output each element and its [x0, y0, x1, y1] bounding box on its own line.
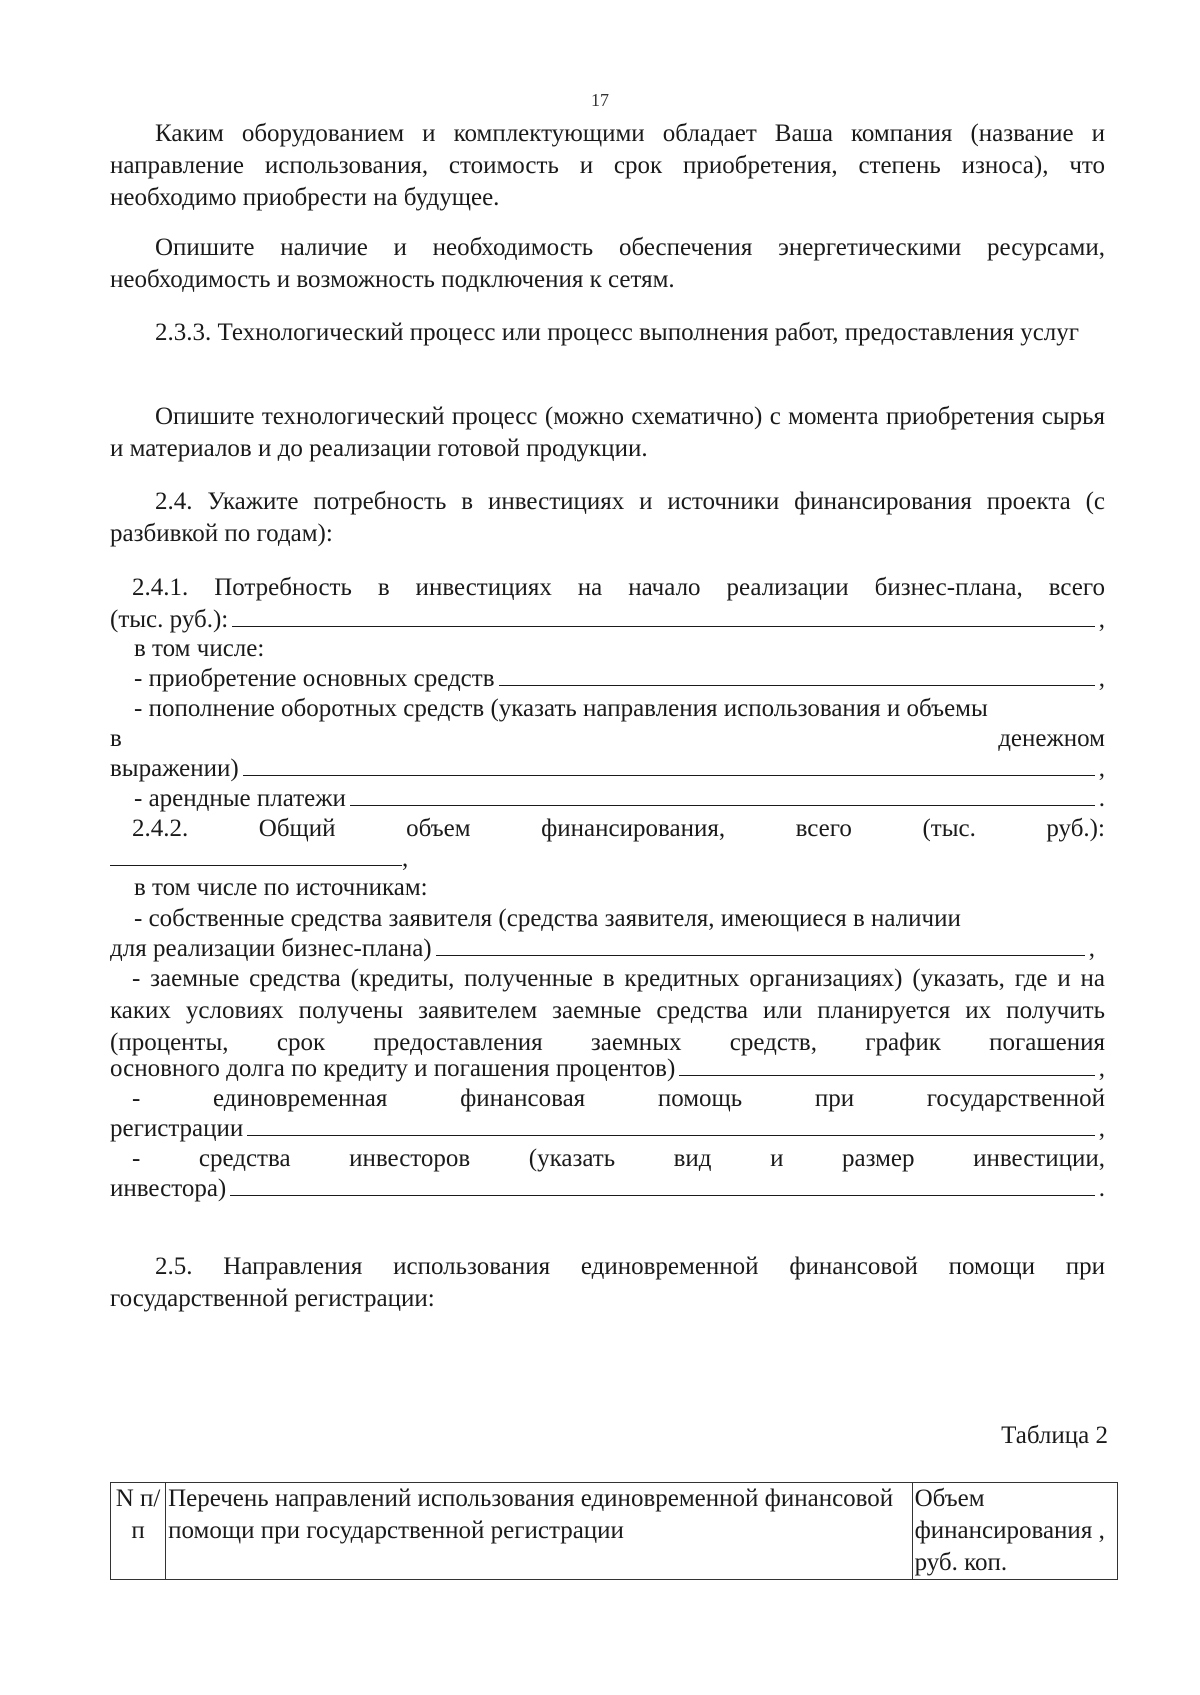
- comma: ,: [1098, 1055, 1105, 1082]
- loans-label: основного долга по кредиту и погашения процентов): [110, 1055, 676, 1082]
- word: финансирования,: [541, 815, 726, 842]
- working-capital-row: [110, 753, 1105, 785]
- section-2-4-2-line1: [132, 813, 1105, 845]
- fixed-assets-label: - приобретение основных средств: [134, 665, 495, 692]
- paragraph-energy: Опишите наличие и необходимость обеспечения энергетическими ресурсами, необходимость и возможность подключения к сетям.: [110, 234, 1105, 293]
- comma: ,: [1098, 606, 1105, 633]
- header-directions: Перечень направлений использования единовременной финансовой помощи при государственной регистрации: [166, 1483, 912, 1580]
- loans-text: - заемные средства (кредиты, полученные в кредитных организациях) (указать, где и на каких условиях получены заявителем заемные средства или планируется их получить (проценты, срок предоставления заемных средств, график погашения: [110, 965, 1105, 1056]
- working-capital-line2: [110, 723, 1105, 755]
- table-header-row: [111, 1483, 1118, 1580]
- grant-blank[interactable]: [247, 1113, 1094, 1136]
- section-2-4-1-total-row: [110, 604, 1105, 636]
- word: размер: [841, 1145, 915, 1172]
- working-capital-label: выражении): [110, 755, 239, 782]
- period: .: [1098, 1175, 1105, 1202]
- word-v: в: [110, 725, 122, 752]
- header-amount: Объем финансирования , руб. коп.: [912, 1483, 1117, 1580]
- word: инвестиции,: [973, 1145, 1105, 1172]
- comma: ,: [1098, 755, 1105, 782]
- grant-label: регистрации: [110, 1115, 244, 1142]
- word: 2.4.2.: [132, 815, 189, 842]
- total-financing-row: [110, 843, 408, 875]
- investors-blank[interactable]: [230, 1173, 1095, 1196]
- word: вид: [673, 1145, 712, 1172]
- word: инвесторов: [349, 1145, 471, 1172]
- own-funds-line1: - собственные средства заявителя (средства заявителя, имеющиеся в наличии: [134, 905, 961, 932]
- page-number: 17: [591, 90, 609, 110]
- total-label: (тыс. руб.):: [110, 606, 229, 633]
- investors-line1: [132, 1143, 1105, 1175]
- total-investment-blank[interactable]: [232, 604, 1095, 627]
- total-financing-blank[interactable]: [110, 843, 402, 866]
- comma: ,: [402, 845, 409, 872]
- comma: ,: [1098, 665, 1105, 692]
- loans-blank[interactable]: [679, 1053, 1094, 1076]
- word: -: [132, 1145, 141, 1172]
- table-2: [110, 1482, 1118, 1580]
- own-funds-row: [110, 933, 1095, 965]
- word: единовременная: [212, 1085, 388, 1112]
- word-denezhnom: денежном: [998, 725, 1105, 752]
- rent-blank[interactable]: [350, 783, 1095, 806]
- word: государственной: [926, 1085, 1105, 1112]
- section-2-4-1-line1: 2.4.1. Потребность в инвестициях на начало реализации бизнес-плана, всего: [132, 574, 1105, 601]
- word: -: [132, 1085, 141, 1112]
- word: и: [770, 1145, 784, 1172]
- word: (тыс.: [922, 815, 976, 842]
- heading-2-3-3: 2.3.3. Технологический процесс или процесс выполнения работ, предоставления услуг: [155, 319, 1080, 346]
- word: Общий: [258, 815, 336, 842]
- table-caption: Таблица 2: [1001, 1422, 1108, 1449]
- word: всего: [795, 815, 852, 842]
- period: .: [1098, 785, 1105, 812]
- word: средства: [198, 1145, 291, 1172]
- grant-line1: [132, 1083, 1105, 1115]
- loans-row: [110, 1053, 1105, 1085]
- word: объем: [406, 815, 471, 842]
- paragraph-equipment: Каким оборудованием и комплектующими обладает Ваша компания (название и направление использования, стоимость и срок приобретения, степень износа), что необходимо приобрести на будущее.: [110, 120, 1105, 211]
- rent-label: - арендные платежи: [134, 785, 346, 812]
- including-label: в том числе:: [134, 635, 265, 662]
- working-capital-line1: - пополнение оборотных средств (указать направления использования и объемы: [134, 695, 988, 722]
- rent-row: [134, 783, 1105, 815]
- heading-2-4: 2.4. Укажите потребность в инвестициях и источники финансирования проекта (с разбивкой по годам):: [110, 488, 1105, 547]
- own-funds-blank[interactable]: [436, 933, 1085, 956]
- own-funds-label: для реализации бизнес-плана): [110, 935, 432, 962]
- investors-row: [110, 1173, 1105, 1205]
- word: помощь: [657, 1085, 743, 1112]
- working-capital-blank[interactable]: [243, 753, 1095, 776]
- investors-label: инвестора): [110, 1175, 227, 1202]
- paragraph-tech-process: Опишите технологический процесс (можно схематично) с момента приобретения сырья и материалов и до реализации готовой продукции.: [110, 403, 1105, 462]
- word: финансовая: [460, 1085, 586, 1112]
- word: при: [814, 1085, 855, 1112]
- word: руб.):: [1046, 815, 1105, 842]
- grant-row: [110, 1113, 1105, 1145]
- comma: ,: [1088, 935, 1095, 962]
- by-sources-label: в том числе по источникам:: [134, 874, 428, 901]
- header-number: N п/п: [111, 1483, 166, 1580]
- fixed-assets-blank[interactable]: [499, 663, 1095, 686]
- fixed-assets-row: [134, 663, 1105, 695]
- heading-2-5: 2.5. Направления использования единовременной финансовой помощи при государственной регистрации:: [110, 1253, 1105, 1312]
- comma: ,: [1098, 1115, 1105, 1142]
- word: (указать: [528, 1145, 616, 1172]
